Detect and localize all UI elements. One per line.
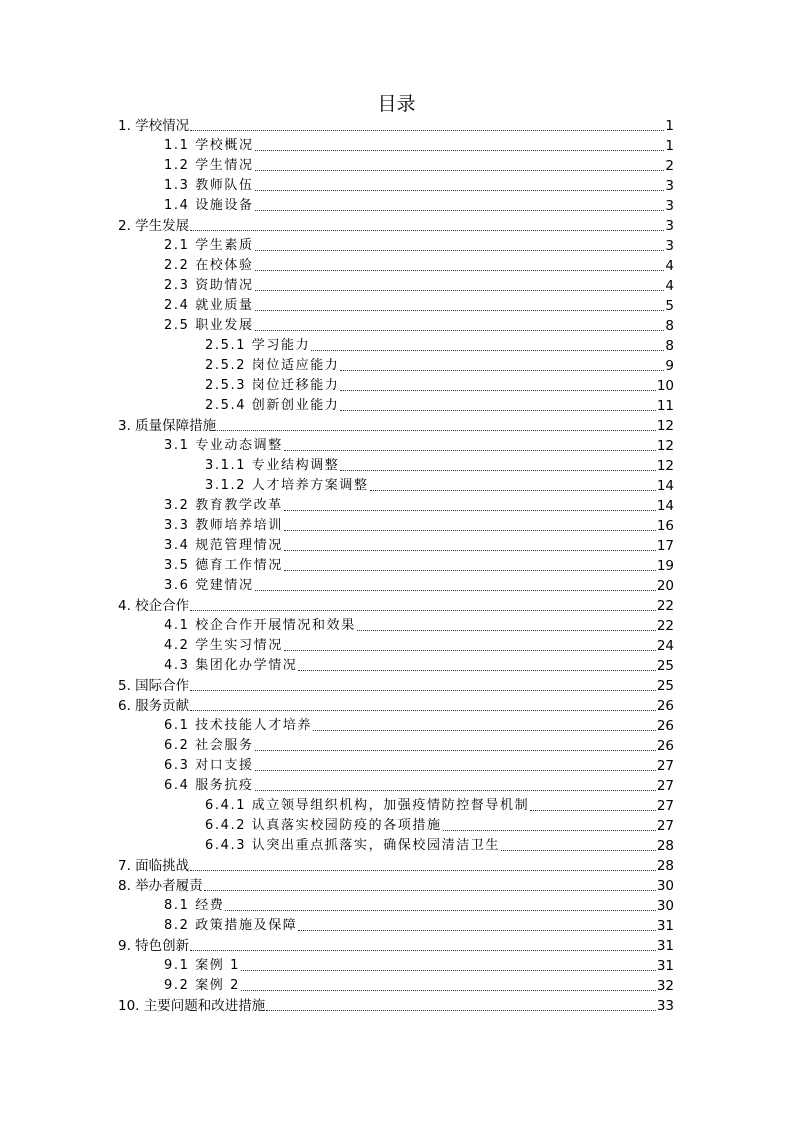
- toc-entry-level-3[interactable]: [118, 815, 674, 835]
- toc-entry-page-number: 14: [656, 478, 674, 494]
- toc-entry-page-number: 12: [656, 418, 674, 434]
- toc-entry-label: 8.2 政策措施及保障: [164, 918, 298, 933]
- toc-entry-page-number: 12: [656, 458, 674, 474]
- toc-entry-page-number: 31: [656, 938, 674, 954]
- toc-entry-label: 2.5.1 学习能力: [205, 338, 311, 353]
- toc-entry-level-1[interactable]: [118, 875, 674, 895]
- toc-dot-leader: [190, 610, 656, 611]
- toc-entry-label: 3.5 德育工作情况: [164, 558, 283, 573]
- toc-entry-level-1[interactable]: [118, 595, 674, 615]
- toc-entry-level-2[interactable]: [118, 635, 674, 655]
- toc-entry-label: 3.3 教师培养培训: [164, 518, 283, 533]
- toc-dot-leader: [255, 170, 665, 171]
- toc-entry-level-2[interactable]: [118, 955, 674, 975]
- toc-entry-page-number: 25: [656, 678, 674, 694]
- toc-entry-label: 1. 学校情况: [118, 118, 190, 134]
- toc-entry-level-2[interactable]: [118, 755, 674, 775]
- toc-dot-leader: [340, 390, 655, 391]
- toc-entry-page-number: 22: [656, 618, 674, 634]
- toc-dot-leader: [255, 290, 665, 291]
- toc-dot-leader: [217, 430, 656, 431]
- toc-entry-label: 2.5.3 岗位迁移能力: [205, 378, 340, 393]
- toc-dot-leader: [255, 790, 656, 791]
- toc-entry-level-2[interactable]: [118, 315, 674, 335]
- toc-entry-label: 8.1 经费: [164, 898, 225, 913]
- toc-entry-label: 6. 服务贡献: [118, 698, 190, 714]
- toc-entry-page-number: 8: [665, 338, 674, 354]
- toc-entry-label: 1.4 设施设备: [164, 198, 254, 213]
- toc-entry-level-2[interactable]: [118, 495, 674, 515]
- toc-dot-leader: [190, 690, 656, 691]
- toc-entry-level-2[interactable]: [118, 615, 674, 635]
- toc-dot-leader: [530, 810, 656, 811]
- toc-entry-level-2[interactable]: [118, 135, 674, 155]
- toc-entry-page-number: 27: [656, 818, 674, 834]
- toc-dot-leader: [340, 470, 655, 471]
- toc-entry-level-3[interactable]: [118, 835, 674, 855]
- toc-entry-level-2[interactable]: [118, 155, 674, 175]
- toc-entry-label: 8. 举办者履责: [118, 878, 203, 894]
- toc-entry-label: 3.6 党建情况: [164, 578, 254, 593]
- toc-entry-level-2[interactable]: [118, 275, 674, 295]
- toc-entry-page-number: 1: [665, 138, 674, 154]
- toc-dot-leader: [298, 930, 655, 931]
- toc-entry-label: 2.5 职业发展: [164, 318, 254, 333]
- toc-entry-page-number: 3: [665, 198, 674, 214]
- toc-entry-label: 6.4.1 成立领导组织机构，加强疫情防控督导机制: [205, 798, 530, 813]
- toc-dot-leader: [190, 230, 664, 231]
- toc-entry-label: 7. 面临挑战: [118, 858, 190, 874]
- toc-entry-page-number: 27: [656, 778, 674, 794]
- toc-entry-label: 4.2 学生实习情况: [164, 638, 283, 653]
- toc-entry-page-number: 22: [656, 598, 674, 614]
- toc-entry-level-2[interactable]: [118, 555, 674, 575]
- toc-dot-leader: [255, 590, 656, 591]
- toc-dot-leader: [255, 270, 665, 271]
- toc-entry-level-2[interactable]: [118, 915, 674, 935]
- page-title: 目录: [377, 93, 416, 115]
- toc-entry-page-number: 26: [656, 718, 674, 734]
- toc-dot-leader: [241, 970, 656, 971]
- toc-entry-label: 3.1.1 专业结构调整: [205, 458, 340, 473]
- toc-entry-level-1[interactable]: [118, 215, 674, 235]
- toc-entry-label: 4. 校企合作: [118, 598, 190, 614]
- toc-entry-level-1[interactable]: [118, 995, 674, 1015]
- toc-entry-label: 4.1 校企合作开展情况和效果: [164, 618, 356, 633]
- toc-entry-page-number: 30: [656, 878, 674, 894]
- toc-entry-label: 6.3 对口支援: [164, 758, 254, 773]
- toc-entry-page-number: 3: [665, 178, 674, 194]
- toc-entry-level-1[interactable]: [118, 675, 674, 695]
- toc-entry-label: 2.4 就业质量: [164, 298, 254, 313]
- toc-entry-label: 2.1 学生素质: [164, 238, 254, 253]
- toc-dot-leader: [284, 550, 656, 551]
- toc-dot-leader: [284, 530, 656, 531]
- toc-dot-leader: [340, 410, 655, 411]
- toc-entry-level-2[interactable]: [118, 715, 674, 735]
- toc-dot-leader: [241, 990, 656, 991]
- toc-entry-page-number: 3: [665, 218, 674, 234]
- toc-entry-page-number: 14: [656, 498, 674, 514]
- toc-entry-level-1[interactable]: [118, 115, 674, 135]
- toc-dot-leader: [190, 130, 664, 131]
- toc-entry-page-number: 24: [656, 638, 674, 654]
- toc-entry-level-2[interactable]: [118, 655, 674, 675]
- toc-entry-page-number: 28: [656, 858, 674, 874]
- toc-entry-level-2[interactable]: [118, 735, 674, 755]
- toc-entry-level-2[interactable]: [118, 535, 674, 555]
- toc-entry-page-number: 2: [665, 158, 674, 174]
- toc-entry-label: 1.1 学校概况: [164, 138, 254, 153]
- toc-entry-level-3[interactable]: [118, 335, 674, 355]
- toc-entry-page-number: 28: [656, 838, 674, 854]
- toc-entry-level-2[interactable]: [118, 235, 674, 255]
- toc-entry-page-number: 1: [665, 118, 674, 134]
- toc-dot-leader: [225, 910, 655, 911]
- toc-entry-label: 2. 学生发展: [118, 218, 190, 234]
- toc-entry-label: 2.5.4 创新创业能力: [205, 398, 340, 413]
- toc-entry-page-number: 9: [665, 358, 674, 374]
- toc-entry-label: 9.2 案例 2: [164, 978, 241, 993]
- toc-entry-page-number: 11: [656, 398, 674, 414]
- toc-entry-level-3[interactable]: [118, 375, 674, 395]
- toc-entry-label: 3.1.2 人才培养方案调整: [205, 478, 369, 493]
- toc-dot-leader: [443, 830, 656, 831]
- toc-dot-leader: [255, 770, 656, 771]
- toc-entry-label: 6.1 技术技能人才培养: [164, 718, 313, 733]
- toc-entry-level-3[interactable]: [118, 475, 674, 495]
- toc-entry-level-2[interactable]: [118, 775, 674, 795]
- toc-dot-leader: [255, 250, 665, 251]
- toc-entry-label: 6.2 社会服务: [164, 738, 254, 753]
- toc-entry-page-number: 4: [665, 278, 674, 294]
- toc-entry-page-number: 16: [656, 518, 674, 534]
- toc-entry-level-2[interactable]: [118, 255, 674, 275]
- toc-entry-label: 4.3 集团化办学情况: [164, 658, 298, 673]
- toc-entry-level-2[interactable]: [118, 295, 674, 315]
- toc-dot-leader: [313, 730, 656, 731]
- toc-dot-leader: [370, 490, 656, 491]
- toc-dot-leader: [255, 750, 656, 751]
- toc-dot-leader: [255, 210, 665, 211]
- toc-entry-level-3[interactable]: [118, 455, 674, 475]
- toc-entry-level-1[interactable]: [118, 855, 674, 875]
- toc-entry-label: 9.1 案例 1: [164, 958, 241, 973]
- table-of-contents: [118, 115, 674, 1015]
- toc-entry-level-3[interactable]: [118, 355, 674, 375]
- toc-dot-leader: [284, 650, 656, 651]
- toc-entry-label: 3. 质量保障措施: [118, 418, 217, 434]
- toc-entry-level-1[interactable]: [118, 415, 674, 435]
- toc-entry-label: 1.2 学生情况: [164, 158, 254, 173]
- toc-dot-leader: [266, 1010, 656, 1011]
- toc-entry-label: 6.4.2 认真落实校园防疫的各项措施: [205, 818, 442, 833]
- toc-dot-leader: [284, 510, 656, 511]
- toc-dot-leader: [255, 150, 665, 151]
- toc-entry-page-number: 4: [665, 258, 674, 274]
- toc-dot-leader: [255, 310, 665, 311]
- toc-entry-label: 3.2 教育教学改革: [164, 498, 283, 513]
- toc-entry-level-2[interactable]: [118, 435, 674, 455]
- toc-dot-leader: [284, 450, 656, 451]
- toc-entry-page-number: 31: [656, 958, 674, 974]
- toc-entry-label: 2.2 在校体验: [164, 258, 254, 273]
- toc-entry-page-number: 33: [656, 998, 674, 1014]
- toc-entry-label: 3.1 专业动态调整: [164, 438, 283, 453]
- toc-entry-level-3[interactable]: [118, 795, 674, 815]
- toc-entry-page-number: 25: [656, 658, 674, 674]
- toc-entry-level-2[interactable]: [118, 175, 674, 195]
- toc-entry-page-number: 32: [656, 978, 674, 994]
- toc-entry-page-number: 31: [656, 918, 674, 934]
- toc-entry-label: 9. 特色创新: [118, 938, 190, 954]
- toc-entry-level-2[interactable]: [118, 895, 674, 915]
- toc-entry-page-number: 3: [665, 238, 674, 254]
- toc-entry-level-3[interactable]: [118, 395, 674, 415]
- toc-dot-leader: [340, 370, 664, 371]
- toc-entry-label: 6.4 服务抗疫: [164, 778, 254, 793]
- toc-dot-leader: [255, 190, 665, 191]
- toc-entry-level-1[interactable]: [118, 935, 674, 955]
- toc-entry-level-2[interactable]: [118, 575, 674, 595]
- toc-entry-label: 10. 主要问题和改进措施: [118, 998, 266, 1014]
- toc-entry-label: 2.3 资助情况: [164, 278, 254, 293]
- toc-entry-level-2[interactable]: [118, 515, 674, 535]
- toc-dot-leader: [190, 710, 656, 711]
- toc-entry-label: 1.3 教师队伍: [164, 178, 254, 193]
- toc-entry-level-1[interactable]: [118, 695, 674, 715]
- toc-entry-page-number: 17: [656, 538, 674, 554]
- toc-dot-leader: [190, 950, 656, 951]
- toc-entry-page-number: 5: [665, 298, 674, 314]
- toc-entry-label: 3.4 规范管理情况: [164, 538, 283, 553]
- toc-entry-level-2[interactable]: [118, 195, 674, 215]
- toc-entry-page-number: 12: [656, 438, 674, 454]
- toc-dot-leader: [298, 670, 655, 671]
- toc-entry-page-number: 19: [656, 558, 674, 574]
- toc-entry-label: 5. 国际合作: [118, 678, 190, 694]
- toc-entry-page-number: 26: [656, 738, 674, 754]
- toc-entry-page-number: 30: [656, 898, 674, 914]
- toc-dot-leader: [501, 850, 656, 851]
- toc-dot-leader: [190, 870, 656, 871]
- toc-dot-leader: [284, 570, 656, 571]
- toc-dot-leader: [357, 630, 656, 631]
- toc-entry-level-2[interactable]: [118, 975, 674, 995]
- toc-dot-leader: [255, 330, 665, 331]
- toc-entry-page-number: 8: [665, 318, 674, 334]
- toc-entry-label: 6.4.3 认突出重点抓落实，确保校园清洁卫生: [205, 838, 501, 853]
- toc-dot-leader: [204, 890, 656, 891]
- toc-entry-page-number: 26: [656, 698, 674, 714]
- toc-dot-leader: [311, 350, 664, 351]
- toc-entry-label: 2.5.2 岗位适应能力: [205, 358, 340, 373]
- toc-entry-page-number: 20: [656, 578, 674, 594]
- toc-entry-page-number: 10: [656, 378, 674, 394]
- toc-entry-page-number: 27: [656, 758, 674, 774]
- toc-entry-page-number: 27: [656, 798, 674, 814]
